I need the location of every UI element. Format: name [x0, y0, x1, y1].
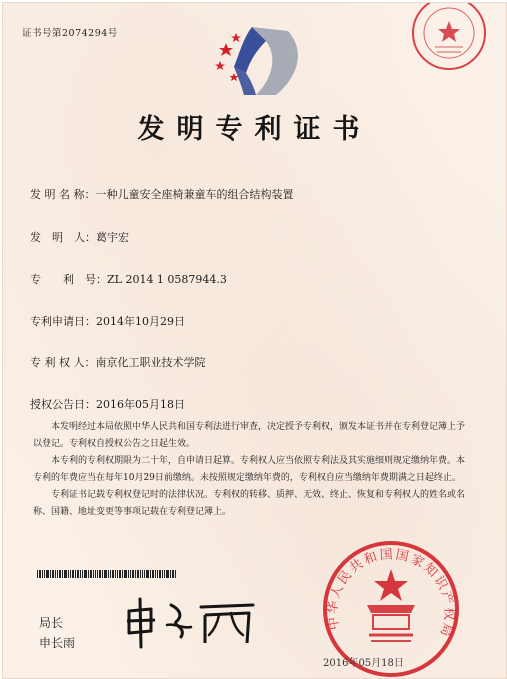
field-grant-date [30, 396, 185, 412]
barcode-bar [117, 570, 118, 578]
barcode-bar [162, 570, 163, 578]
page-title: 发明专利证书 [137, 114, 372, 145]
barcode-bar [175, 570, 176, 578]
barcode-bar [75, 570, 76, 578]
barcode-bar [46, 570, 49, 578]
barcode-bar [72, 570, 74, 578]
barcode-bar [164, 570, 165, 578]
barcode-bar [52, 570, 54, 578]
barcode-bar [64, 570, 67, 578]
field-label: 专 利 权 人： [30, 356, 96, 369]
barcode-bar [97, 570, 98, 578]
barcode-bar [152, 570, 154, 578]
barcode-bar [88, 570, 89, 578]
barcode-bar [90, 570, 92, 578]
field-label: 发 明 人： [30, 231, 96, 244]
patent-certificate [2, 2, 507, 679]
barcode-bar [112, 570, 114, 578]
field-label: 专利申请日： [30, 315, 96, 328]
barcode-bar [128, 570, 129, 578]
barcode-bar [132, 570, 134, 578]
patent-office-emblem-icon [206, 21, 306, 101]
barcode-bar [55, 570, 56, 578]
handwritten-signature-icon [121, 593, 261, 649]
barcode-bar [146, 570, 149, 578]
barcode-bar [50, 570, 51, 578]
barcode-bar [110, 570, 111, 578]
field-label: 专 利 号： [30, 273, 107, 286]
barcode-bar [150, 570, 151, 578]
field-label: 发 明 名 称： [30, 188, 96, 201]
barcode-bar [172, 570, 174, 578]
paragraph: 专利证书记载专利权登记时的法律状况。专利权的转移、质押、无效、终止、恢复和专利权人的姓名或名称、国籍、地址变更等事项记载在专利登记簿上。 [33, 490, 466, 517]
barcode-bar [135, 570, 136, 578]
certificate-number: 证书号第2074294号 [22, 28, 118, 39]
issue-date: 2016年05月18日 [323, 658, 404, 669]
barcode-bar [99, 570, 101, 578]
barcode-bar [37, 570, 38, 578]
field-label: 授权公告日： [30, 398, 96, 411]
field-patentee [30, 354, 206, 370]
barcode-bar [68, 570, 69, 578]
paragraph: 本发明经过本局依照中华人民共和国专利法进行审查，决定授予专利权，颁发本证书并在专利登记簿上予以登记。专利权自授权公告之日起生效。 [33, 422, 466, 449]
signatory-name: 申长雨 [39, 636, 76, 650]
barcode-bar [104, 570, 107, 578]
barcode-bar [108, 570, 109, 578]
field-inventor [30, 229, 129, 245]
barcode-bar [170, 570, 171, 578]
field-value: 2016年05月18日 [96, 398, 185, 411]
barcode-bar [166, 570, 169, 578]
barcode-bar [93, 570, 94, 578]
barcode-bar [142, 570, 143, 578]
paragraph: 本专利的专利权期限为二十年，自申请日起算。专利权人应当依照专利法及其实施细则规定缴纳年费。本专利的年费应当在每年10月29日前缴纳。未按照规定缴纳年费的，专利权自应当缴纳年费期满之日起终止。 [33, 456, 466, 483]
barcode-bar [155, 570, 156, 578]
barcode-bar [144, 570, 145, 578]
barcode [37, 570, 199, 578]
field-invention-name [30, 186, 294, 202]
field-value: 一种儿童安全座椅兼童车的组合结构装置 [95, 188, 294, 201]
barcode-bar [77, 570, 79, 578]
barcode-bar [122, 570, 123, 578]
barcode-bar [84, 570, 87, 578]
barcode-bar [102, 570, 103, 578]
barcode-bar [42, 570, 43, 578]
agency-stamp-icon [405, 3, 506, 81]
field-application-date [30, 313, 185, 329]
field-value: 葛宇宏 [96, 231, 129, 244]
barcode-bar [159, 570, 161, 578]
barcode-bar [115, 570, 116, 578]
signatory-title: 局长 [39, 616, 64, 630]
barcode-bar [39, 570, 41, 578]
barcode-bar [80, 570, 81, 578]
barcode-bar [70, 570, 71, 578]
field-patent-number [30, 271, 227, 287]
barcode-bar [130, 570, 131, 578]
barcode-bar [57, 570, 58, 578]
barcode-bar [44, 570, 45, 578]
barcode-bar [124, 570, 127, 578]
barcode-bar [59, 570, 61, 578]
barcode-bar [140, 570, 141, 578]
barcode-bar [62, 570, 63, 578]
field-value: 2014年10月29日 [96, 315, 185, 328]
barcode-bar [137, 570, 139, 578]
barcode-bar [119, 570, 121, 578]
barcode-bar [82, 570, 83, 578]
field-value: 南京化工职业技术学院 [95, 356, 206, 369]
seal-text: 中华人民共和国国家知识产权局 [325, 547, 457, 640]
barcode-bar [157, 570, 158, 578]
certificate-body [33, 419, 473, 521]
barcode-bar [95, 570, 96, 578]
field-value: ZL 2014 1 0587944.3 [107, 273, 227, 286]
